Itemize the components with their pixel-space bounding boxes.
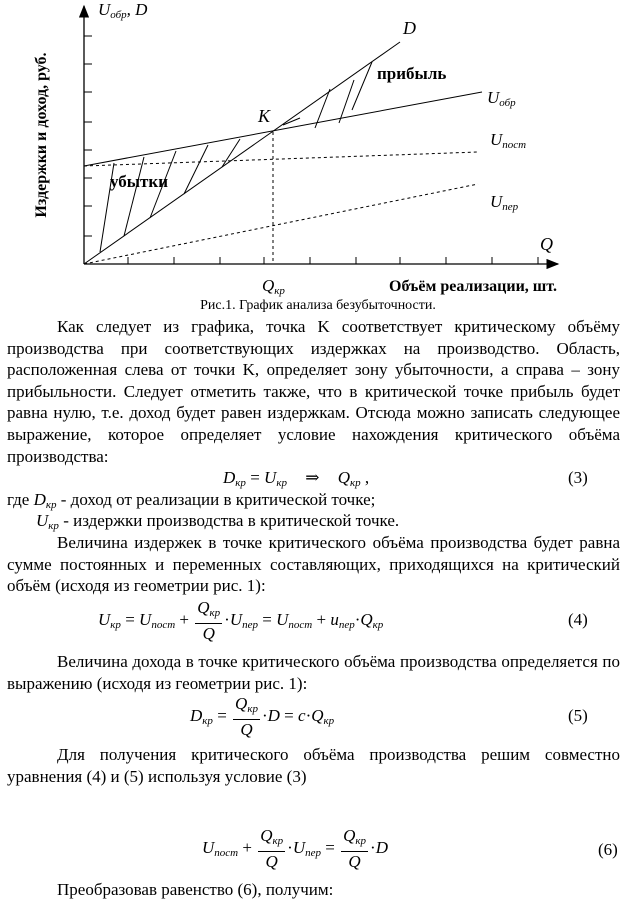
figure-caption: Рис.1. График анализа безубыточности. [200,298,436,313]
paragraph-1: Как следует из графика, точка K соответствует критическому объёму производства при соответствующих издержках на производство. Область, расположенная слева от точки K, определяет зону убыточности, а справа – зону прибыльности. Следует отметить также, что в критической точке прибыль будет равна нулю, т.е. доход будет равен издержкам. Отсюда можно записать следующее выражение, которое определяет условие нахождения критического объёма производства: [7,317,620,466]
profit-hatching [283,62,372,128]
equation-4: $U_{кр} = U_{пост}$ + $\frac{Q_{кр}}{Q}$ $\cdot U_{пер} = U_{пост} + u_{пер}\cdot Q_{кр}$ [98,598,384,643]
equation-6: $U_{пост}$ + $\frac{Q_{кр}}{Q}$ $\cdot U_{пер}$ = $\frac{Q_{кр}}{Q}$ ·D [202,826,388,871]
label-Qkr: $Q_{кр}$ [262,276,285,297]
label-K: K [258,106,271,126]
equation-4-number: (4) [568,610,588,629]
equation-3: $D_{кр} = U_{кр}$ ⇒ $Q_{кр}$ , [223,468,370,489]
total-cost-line-Uobr [84,92,482,166]
y-ticks [84,36,92,236]
label-loss: убытки [110,172,168,191]
equation-5-number: (5) [568,706,588,725]
equation-5: $D_{кр}$ = $\frac{Q_{кр}}{Q}$ $\cdot D = c\cdot Q_{кр}$ [190,694,335,739]
paragraph-4: Для получения критического объёма производства решим совместно уравнения (4) и (5) используя условие (3) [7,745,620,786]
variable-cost-line-Uper [84,184,478,264]
x-axis-variable: Q [540,234,553,254]
label-Upost: $U_{пост}$ [490,130,527,151]
revenue-line-D [84,42,400,264]
where-line-2: $U_{кр}$ - издержки производства в критической точке. [36,511,400,532]
x-ticks [128,257,538,264]
where-line-1: где $D_{кр}$ - доход от реализации в критической точке; [7,490,376,511]
paragraph-2: Величина издержек в точке критического объёма производства будет равна сумме постоянных и переменных составляющих, приходящихся на критический объём (исходя из геометрии рис. 1): [7,533,620,596]
label-Uobr: $U_{обр}$ [487,88,516,109]
paragraph-5: Преобразовав равенство (6), получим: [57,880,334,899]
label-profit: прибыль [377,64,447,83]
breakeven-chart [0,0,636,300]
equation-3-number: (3) [568,468,588,487]
label-D: D [403,18,416,38]
y-axis-label: Издержки и доход, руб. [33,52,50,218]
label-Uper: $U_{пер}$ [490,192,519,213]
equation-6-number: (6) [598,840,618,859]
x-axis-label: Объём реализации, шт. [389,278,557,295]
loss-hatching [100,139,240,252]
paragraph-3: Величина дохода в точке критического объёма производства определяется по выражению (исходя из геометрии рис. 1): [7,652,620,693]
y-axis-variable: $U_{обр}$, D [98,0,148,21]
